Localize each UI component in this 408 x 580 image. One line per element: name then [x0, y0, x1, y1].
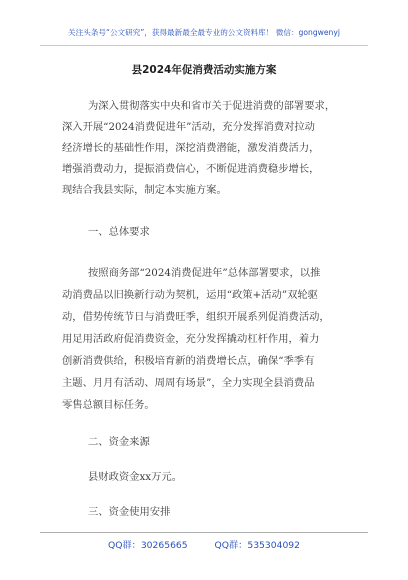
general-requirements-line: 动消费品以旧换新行动为契机，运用“政策+活动”双轮驱 — [62, 289, 318, 301]
intro-line: 深入开展“2024消费促进年”活动，充分发挥消费对拉动 — [62, 121, 315, 133]
intro-line: 为深入贯彻落实中央和省市关于促进消费的部署要求， — [88, 100, 336, 112]
section-heading-funding-source: 二、资金来源 — [88, 436, 150, 448]
section-heading-funding-use: 三、资金使用安排 — [88, 506, 171, 518]
general-requirements-line: 用足用活政府促消费资金，充分发挥撬动杠杆作用，着力 — [62, 333, 320, 345]
header-divider — [40, 45, 368, 46]
footer-qq-group-2: QQ群：535304092 — [214, 540, 300, 551]
section-heading-general-requirements: 一、总体要求 — [88, 226, 150, 238]
intro-line: 现结合我县实际，制定本实施方案。 — [62, 184, 227, 196]
footer-qq-group-1: QQ群：30265665 — [108, 540, 188, 551]
general-requirements-line: 按照商务部“2024消费促进年”总体部署要求，以推 — [88, 267, 321, 279]
header-promo-note: 关注头条号“公文研究”，获得最新最全最专业的公文资料库！ 微信：gongwenyj — [68, 28, 340, 37]
footer-contact — [0, 537, 408, 551]
footer-divider — [40, 532, 368, 533]
general-requirements-line: 创新消费供给，积极培育新的消费增长点，确保“季季有 — [62, 355, 315, 367]
general-requirements-line: 动，借势传统节日与消费旺季，组织开展系列促消费活动， — [62, 311, 330, 323]
document-title: 县2024年促消费活动实施方案 — [131, 64, 277, 76]
intro-line: 经济增长的基础性作用，深挖消费潜能，激发消费活力， — [62, 142, 320, 154]
intro-line: 增强消费动力，提振消费信心，不断促进消费稳步增长， — [62, 163, 320, 175]
funding-source-text: 县财政资金xx万元。 — [88, 471, 182, 483]
general-requirements-line: 零售总额目标任务。 — [62, 399, 155, 411]
general-requirements-line: 主题、月月有活动、周周有场景”，全力实现全县消费品 — [62, 377, 315, 389]
